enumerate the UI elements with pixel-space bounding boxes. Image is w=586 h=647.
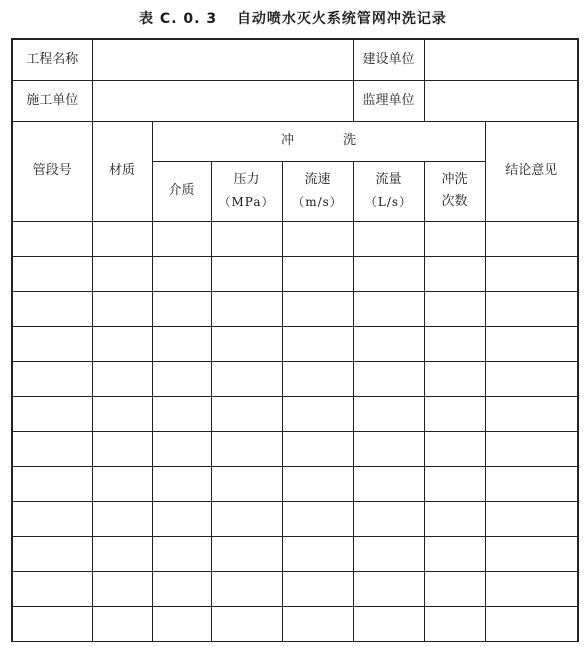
conclusion-cell[interactable] — [485, 571, 578, 606]
supervision-unit-value[interactable] — [424, 80, 578, 121]
velocity-cell[interactable] — [282, 571, 353, 606]
segment-no-cell[interactable] — [12, 326, 92, 361]
pressure-label: 压力 — [233, 172, 260, 187]
table-row — [12, 606, 578, 641]
table-row — [12, 221, 578, 256]
table-row — [12, 571, 578, 606]
segment-no-cell[interactable] — [12, 571, 92, 606]
contractor-value[interactable] — [92, 80, 353, 121]
flow-label: 流量 — [375, 172, 402, 187]
material-cell[interactable] — [92, 536, 152, 571]
flush-count-cell[interactable] — [424, 466, 485, 501]
material-cell[interactable] — [92, 256, 152, 291]
velocity-label: 流速 — [304, 172, 331, 187]
flow-cell[interactable] — [353, 536, 424, 571]
conclusion-cell[interactable] — [485, 501, 578, 536]
velocity-unit: （m/s） — [292, 195, 343, 209]
construction-unit-label: 建设单位 — [353, 39, 424, 80]
material-cell[interactable] — [92, 326, 152, 361]
table-row — [12, 536, 578, 571]
table-row — [12, 396, 578, 431]
pressure-cell[interactable] — [211, 326, 282, 361]
velocity-cell[interactable] — [282, 221, 353, 256]
segment-no-cell[interactable] — [12, 536, 92, 571]
segment-no-cell[interactable] — [12, 431, 92, 466]
medium-cell[interactable] — [152, 291, 211, 326]
medium-cell[interactable] — [152, 501, 211, 536]
flushing-record-table — [11, 38, 579, 642]
pressure-cell[interactable] — [211, 291, 282, 326]
table-name: 自动喷水灭火系统管网冲洗记录 — [236, 11, 447, 27]
pressure-cell[interactable] — [211, 536, 282, 571]
medium-cell[interactable] — [152, 536, 211, 571]
velocity-cell[interactable] — [282, 606, 353, 641]
table-code: 表 C. 0. 3 — [139, 11, 218, 27]
flush-count-cell[interactable] — [424, 431, 485, 466]
flow-header — [353, 161, 424, 221]
velocity-cell[interactable] — [282, 501, 353, 536]
flushing-header: 冲 洗 — [152, 121, 485, 161]
material-cell[interactable] — [92, 291, 152, 326]
conclusion-cell[interactable] — [485, 466, 578, 501]
flow-unit: （L/s） — [364, 195, 413, 209]
table-row — [12, 256, 578, 291]
pressure-unit: （MPa） — [218, 195, 275, 209]
flush-count-cell[interactable] — [424, 571, 485, 606]
flow-cell[interactable] — [353, 361, 424, 396]
flow-cell[interactable] — [353, 291, 424, 326]
contractor-label: 施工单位 — [12, 80, 92, 121]
segment-no-cell[interactable] — [12, 291, 92, 326]
supervision-unit-label: 监理单位 — [353, 80, 424, 121]
flow-cell[interactable] — [353, 221, 424, 256]
conclusion-cell[interactable] — [485, 536, 578, 571]
pressure-cell[interactable] — [211, 466, 282, 501]
segment-no-cell[interactable] — [12, 501, 92, 536]
velocity-cell[interactable] — [282, 536, 353, 571]
segment-no-cell[interactable] — [12, 221, 92, 256]
flow-cell[interactable] — [353, 501, 424, 536]
conclusion-cell[interactable] — [485, 396, 578, 431]
pressure-header — [211, 161, 282, 221]
pressure-cell[interactable] — [211, 221, 282, 256]
conclusion-cell[interactable] — [485, 256, 578, 291]
material-cell[interactable] — [92, 606, 152, 641]
flow-cell[interactable] — [353, 396, 424, 431]
medium-header: 介质 — [152, 161, 211, 221]
flush-count-cell[interactable] — [424, 291, 485, 326]
construction-unit-value[interactable] — [424, 39, 578, 80]
conclusion-cell[interactable] — [485, 326, 578, 361]
medium-cell[interactable] — [152, 256, 211, 291]
conclusion-cell[interactable] — [485, 361, 578, 396]
table-row — [12, 361, 578, 396]
table-row — [12, 431, 578, 466]
table-row — [12, 501, 578, 536]
flush-count-cell[interactable] — [424, 536, 485, 571]
conclusion-cell[interactable] — [485, 221, 578, 256]
material-cell[interactable] — [92, 466, 152, 501]
flow-cell[interactable] — [353, 466, 424, 501]
flush-count-cell[interactable] — [424, 606, 485, 641]
flush-count-header — [424, 161, 485, 221]
segment-no-cell[interactable] — [12, 396, 92, 431]
velocity-cell[interactable] — [282, 466, 353, 501]
medium-cell[interactable] — [152, 466, 211, 501]
pressure-cell[interactable] — [211, 571, 282, 606]
flow-cell[interactable] — [353, 326, 424, 361]
medium-cell[interactable] — [152, 571, 211, 606]
project-name-label: 工程名称 — [12, 39, 92, 80]
pressure-cell[interactable] — [211, 606, 282, 641]
segment-no-cell[interactable] — [12, 466, 92, 501]
flow-cell[interactable] — [353, 606, 424, 641]
flush-count-cell[interactable] — [424, 501, 485, 536]
segment-no-cell[interactable] — [12, 606, 92, 641]
pressure-cell[interactable] — [211, 431, 282, 466]
pressure-cell[interactable] — [211, 256, 282, 291]
material-cell[interactable] — [92, 221, 152, 256]
table-title — [0, 8, 586, 28]
table-row — [12, 291, 578, 326]
flush-count-cell[interactable] — [424, 256, 485, 291]
pressure-cell[interactable] — [211, 501, 282, 536]
segment-no-header: 管段号 — [12, 121, 92, 221]
medium-cell[interactable] — [152, 221, 211, 256]
medium-cell[interactable] — [152, 396, 211, 431]
conclusion-cell[interactable] — [485, 606, 578, 641]
flush-count-cell[interactable] — [424, 396, 485, 431]
velocity-cell[interactable] — [282, 256, 353, 291]
medium-cell[interactable] — [152, 431, 211, 466]
material-cell[interactable] — [92, 571, 152, 606]
project-name-value[interactable] — [92, 39, 353, 80]
flow-cell[interactable] — [353, 571, 424, 606]
flow-cell[interactable] — [353, 431, 424, 466]
material-cell[interactable] — [92, 396, 152, 431]
segment-no-cell[interactable] — [12, 256, 92, 291]
flush-count-cell[interactable] — [424, 326, 485, 361]
pressure-cell[interactable] — [211, 361, 282, 396]
conclusion-cell[interactable] — [485, 291, 578, 326]
velocity-header — [282, 161, 353, 221]
velocity-cell[interactable] — [282, 326, 353, 361]
flush-count-cell[interactable] — [424, 221, 485, 256]
velocity-cell[interactable] — [282, 361, 353, 396]
table-row — [12, 326, 578, 361]
conclusion-cell[interactable] — [485, 431, 578, 466]
flow-cell[interactable] — [353, 256, 424, 291]
conclusion-header: 结论意见 — [485, 121, 578, 221]
flush-count-label-2: 次数 — [441, 194, 468, 209]
medium-cell[interactable] — [152, 326, 211, 361]
material-cell[interactable] — [92, 431, 152, 466]
velocity-cell[interactable] — [282, 396, 353, 431]
velocity-cell[interactable] — [282, 291, 353, 326]
flush-count-label-1: 冲洗 — [441, 172, 468, 187]
segment-no-cell[interactable] — [12, 361, 92, 396]
medium-cell[interactable] — [152, 606, 211, 641]
flush-count-cell[interactable] — [424, 361, 485, 396]
material-cell[interactable] — [92, 361, 152, 396]
table-row — [12, 466, 578, 501]
velocity-cell[interactable] — [282, 431, 353, 466]
pressure-cell[interactable] — [211, 396, 282, 431]
material-header: 材质 — [92, 121, 152, 221]
medium-cell[interactable] — [152, 361, 211, 396]
material-cell[interactable] — [92, 501, 152, 536]
